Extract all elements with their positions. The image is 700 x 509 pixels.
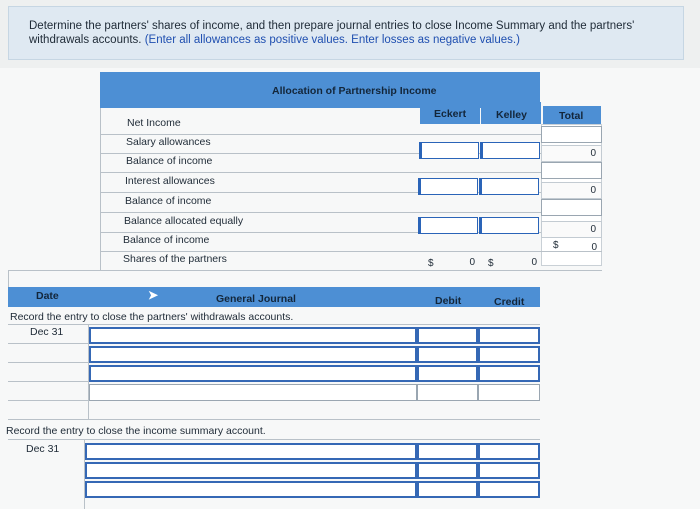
instructions-text: withdrawals accounts. [29, 34, 142, 46]
kelley-share: 0 [531, 257, 537, 268]
interest-total-input[interactable] [541, 162, 602, 179]
instructions-line-2 [29, 33, 665, 47]
salary-eckert-input[interactable] [419, 142, 479, 159]
journal-credit-header: Credit [494, 296, 525, 308]
journal-date-header: Date [36, 290, 59, 302]
row-balance-of-income-2: Balance of income [125, 195, 212, 207]
entry-2-account-1[interactable] [85, 443, 417, 460]
row-shares-of-partners: Shares of the partners [123, 253, 227, 265]
instructions-emphasis: (Enter all allowances as positive values. Enter losses as negative values.) [144, 34, 520, 46]
entry-2-instruction: Record the entry to close the income summary account. [6, 425, 266, 437]
eckert-header [420, 102, 480, 124]
journal-header [8, 287, 540, 307]
entry-2-credit-2[interactable] [478, 462, 540, 479]
entry-2-credit-3[interactable] [478, 481, 540, 498]
instructions-panel [8, 6, 684, 60]
entry-1-date: Dec 31 [30, 326, 64, 338]
allocation-title: Allocation of Partnership Income [272, 85, 437, 97]
row-balance-of-income-3: Balance of income [123, 234, 210, 246]
interest-kelley-input[interactable] [479, 178, 539, 195]
eckert-currency: $ [428, 258, 434, 269]
entry-1-credit-1[interactable] [478, 327, 540, 344]
row-net-income: Net Income [127, 117, 181, 129]
kelley-currency: $ [488, 258, 494, 269]
entry-1-instruction: Record the entry to close the partners' withdrawals accounts. [10, 311, 294, 323]
entry-2-debit-3[interactable] [417, 481, 478, 498]
balance-2-total: 0 [541, 182, 602, 199]
equal-total-input[interactable] [541, 199, 602, 216]
journal-debit-header: Debit [435, 295, 462, 307]
entry-2-date: Dec 31 [26, 443, 60, 455]
interest-eckert-input[interactable] [418, 178, 478, 195]
entry-1-debit-3[interactable] [417, 365, 478, 382]
row-balance-of-income-1: Balance of income [126, 155, 213, 167]
eckert-label: Eckert [434, 108, 467, 120]
journal-title: General Journal [216, 293, 296, 305]
row-salary-allowances: Salary allowances [126, 136, 211, 148]
row-balance-allocated-equally: Balance allocated equally [124, 215, 244, 227]
instructions-line-1: Determine the partners' shares of income, and then prepare journal entries to close Income Summary and the partners' [29, 20, 635, 32]
entry-2-debit-2[interactable] [417, 462, 478, 479]
kelley-label: Kelley [496, 109, 527, 121]
entry-1-credit-3[interactable] [478, 365, 540, 382]
balance-3-total: 0 [541, 221, 602, 238]
entry-2-credit-1[interactable] [478, 443, 540, 460]
entry-2-account-3[interactable] [85, 481, 417, 498]
cursor-icon: ➤ [148, 288, 159, 302]
total-label: Total [559, 110, 584, 122]
entry-1-account-2[interactable] [89, 346, 417, 363]
total-currency: $ [553, 240, 559, 251]
entry-2-debit-1[interactable] [417, 443, 478, 460]
salary-kelley-input[interactable] [480, 142, 540, 159]
entry-1-debit-1[interactable] [417, 327, 478, 344]
entry-1-account-1[interactable] [89, 327, 417, 344]
entry-1-debit-2[interactable] [417, 346, 478, 363]
total-share: 0 [591, 242, 597, 253]
balance-1-total: 0 [541, 145, 602, 162]
entry-2-account-2[interactable] [85, 462, 417, 479]
total-header [543, 106, 601, 124]
entry-1-credit-4[interactable] [478, 384, 540, 401]
net-income-total-input[interactable] [541, 126, 602, 143]
row-interest-allowances: Interest allowances [125, 175, 215, 187]
entry-1-account-3[interactable] [89, 365, 417, 382]
equal-eckert-input[interactable] [418, 217, 478, 234]
entry-1-debit-4[interactable] [417, 384, 478, 401]
entry-1-account-4[interactable] [89, 384, 417, 401]
equal-kelley-input[interactable] [479, 217, 539, 234]
kelley-header [481, 102, 541, 124]
eckert-share: 0 [469, 257, 475, 268]
entry-1-credit-2[interactable] [478, 346, 540, 363]
